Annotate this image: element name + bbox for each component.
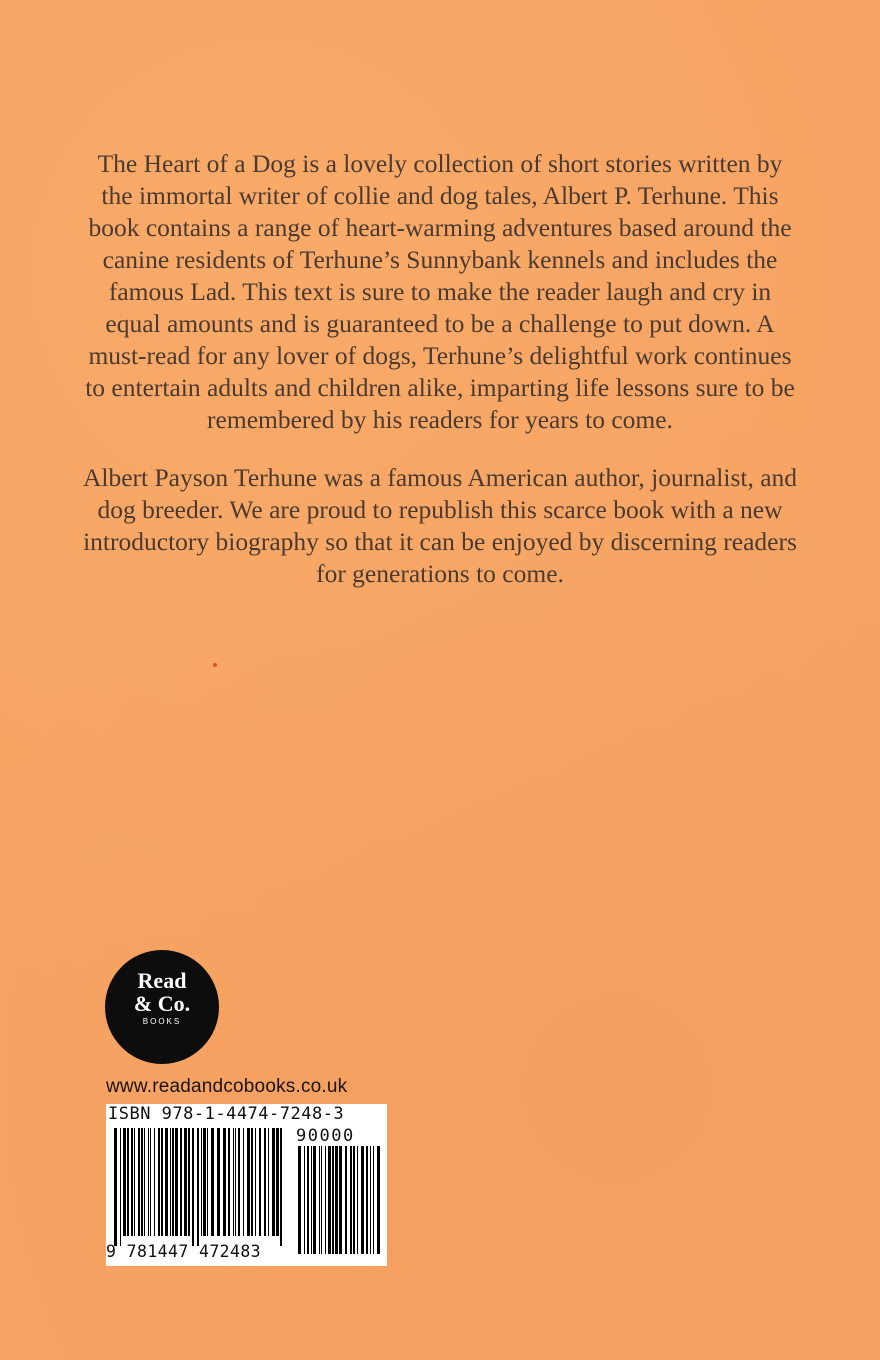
- barcode-bar: [197, 1128, 199, 1246]
- barcode-panel: [106, 1104, 387, 1266]
- barcode-bar: [276, 1128, 279, 1236]
- barcode-bar: [158, 1128, 160, 1236]
- barcode-bar: [201, 1128, 202, 1236]
- barcode-bar: [319, 1146, 320, 1254]
- publisher-logo: [105, 950, 219, 1064]
- barcode-bar: [321, 1146, 322, 1254]
- barcode-bar: [211, 1128, 214, 1236]
- logo-word-co: & Co.: [133, 991, 191, 1016]
- barcode-bar: [148, 1128, 149, 1236]
- addon-barcode: [298, 1146, 382, 1264]
- barcode-bar: [233, 1128, 234, 1236]
- barcode-bar: [373, 1146, 374, 1254]
- barcode-bar: [228, 1128, 230, 1236]
- barcode-bar: [114, 1128, 117, 1246]
- barcode-bar: [332, 1146, 334, 1254]
- barcode-bar: [243, 1128, 244, 1236]
- barcode-bar: [175, 1128, 178, 1236]
- barcode-bar: [311, 1146, 312, 1254]
- barcode-bar: [339, 1146, 342, 1254]
- publisher-url: www.readandcobooks.co.uk: [106, 1076, 348, 1097]
- barcode-bar: [350, 1146, 352, 1254]
- barcode-bar: [120, 1128, 121, 1246]
- barcode-bar: [298, 1146, 301, 1254]
- barcode-bar: [131, 1128, 133, 1236]
- barcode-bar: [203, 1128, 206, 1236]
- barcode-bar: [255, 1128, 256, 1236]
- blurb-paragraph-1: The Heart of a Dog is a lovely collection of short stories written by the immortal writer of collie and dog tales, Albert P. Terhune. This book contains a range of heart-warming adventures based around the canine residents of Terhune’s Sunnybank kennels and includes the famous Lad. This text is sure to make the reader laugh and cry in equal amounts and is guaranteed to be a challenge to put down. A must-read for any lover of dogs, Terhune’s delightful work continues to entertain adults and children alike, imparting life lessons sure to be remembered by his readers for years to come.: [85, 149, 795, 434]
- barcode-bar: [272, 1128, 275, 1236]
- barcode-bar: [377, 1146, 380, 1254]
- barcode-bar: [161, 1128, 163, 1236]
- barcode-bar: [217, 1128, 220, 1236]
- barcode-bar: [144, 1128, 145, 1236]
- blurb-paragraph-2: Albert Payson Terhune was a famous American author, journalist, and dog breeder. We are proud to republish this scarce book with a new introductory biography so that it can be enjoyed by discerning readers for generations to come.: [82, 463, 798, 588]
- barcode-bar: [180, 1128, 182, 1236]
- barcode-bar: [207, 1128, 208, 1236]
- barcode-bar: [235, 1128, 236, 1236]
- logo-word-read: Read: [137, 968, 187, 993]
- barcode-bar: [268, 1128, 269, 1236]
- barcode-bar: [141, 1128, 143, 1236]
- barcode-bar: [138, 1128, 140, 1236]
- barcode-bar: [353, 1146, 355, 1254]
- barcode-bar: [259, 1128, 261, 1236]
- barcode-bar: [170, 1128, 171, 1236]
- barcode-bar: [264, 1128, 266, 1236]
- barcode-bar: [313, 1146, 316, 1254]
- barcode-bar: [134, 1128, 135, 1236]
- barcode-bar: [123, 1128, 126, 1236]
- barcode-bar: [328, 1146, 331, 1254]
- barcode-bar: [325, 1146, 326, 1254]
- barcode-bar: [150, 1128, 151, 1236]
- barcode-bar: [223, 1128, 226, 1236]
- barcode-bar: [127, 1128, 129, 1236]
- barcode-bar: [192, 1128, 194, 1246]
- barcode-bar: [357, 1146, 358, 1254]
- blurb-text: [80, 148, 800, 616]
- barcode-bar: [307, 1146, 309, 1254]
- barcode-bar: [247, 1128, 250, 1236]
- barcode-bar: [172, 1128, 174, 1236]
- barcode-bar: [361, 1146, 364, 1254]
- ean-barcode: [114, 1128, 284, 1246]
- barcode-bar: [154, 1128, 155, 1236]
- barcode-bar: [304, 1146, 305, 1254]
- ean-digits: 9 781447 472483: [106, 1242, 262, 1261]
- barcode-bar: [366, 1146, 368, 1254]
- barcode-bar: [280, 1128, 282, 1246]
- barcode-bar: [238, 1128, 240, 1236]
- barcode-bar: [165, 1128, 168, 1236]
- barcode-bar: [370, 1146, 371, 1254]
- barcode-bar: [345, 1146, 347, 1254]
- barcode-bar: [188, 1128, 190, 1236]
- paper-speck: [213, 663, 217, 667]
- barcode-bar: [251, 1128, 253, 1236]
- barcode-bar: [335, 1146, 338, 1254]
- logo-word-books: BOOKS: [142, 1017, 182, 1026]
- addon-code: 90000: [296, 1126, 355, 1146]
- isbn-label: ISBN 978-1-4474-7248-3: [108, 1104, 345, 1124]
- barcode-bar: [184, 1128, 187, 1236]
